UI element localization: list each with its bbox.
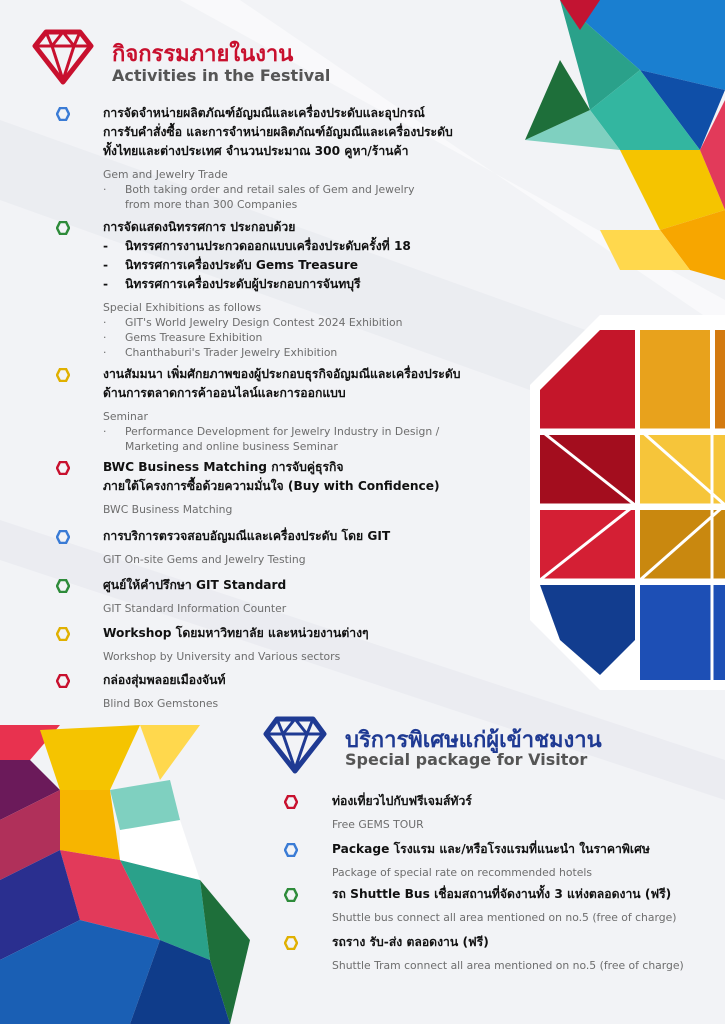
hexagon-bullet-icon — [56, 107, 70, 121]
list-item — [284, 933, 714, 973]
diamond-red-icon — [32, 28, 94, 86]
special-item-th: รถราง รับ-ส่ง ตลอดงาน (ฟรี) — [332, 935, 489, 949]
item-en-sub: · Both taking order and retail sales of Gem and Jewelry — [103, 183, 415, 196]
item-th-line: Workshop โดยมหาวิทยาลัย และหน่วยงานต่างๆ — [103, 626, 369, 640]
bullet-dot: · — [103, 331, 107, 344]
item-th-line: ศูนย์ให้คำปรึกษา GIT Standard — [103, 578, 287, 592]
item-th-line: ด้านการตลาดการค้าออนไลน์และการออกแบบ — [103, 386, 346, 400]
list-item — [284, 840, 714, 880]
item-en-sub: Marketing and online business Seminar — [125, 440, 338, 453]
list-item — [56, 671, 526, 711]
item-th-line: การบริการตรวจสอบอัญมณีและเครื่องประดับ โดย GIT — [103, 529, 391, 543]
item-en-sub: · GIT's World Jewelry Design Contest 2024 Exhibition — [103, 316, 403, 329]
list-item — [56, 365, 526, 454]
hexagon-bullet-icon — [56, 368, 70, 382]
item-en-title: Gem and Jewelry Trade — [103, 168, 228, 181]
item-en-sub: · Chanthaburi's Trader Jewelry Exhibition — [103, 346, 338, 359]
item-en-sub: · Performance Development for Jewelry Industry in Design / — [103, 425, 440, 438]
special-item-en: Package of special rate on recommended hotels — [332, 866, 593, 879]
item-en-title: BWC Business Matching — [103, 503, 233, 516]
special-title-th: บริการพิเศษแก่ผู้เข้าชมงาน — [345, 728, 602, 753]
bullet-dot: · — [103, 346, 107, 359]
list-item — [56, 576, 526, 616]
special-item-en: Shuttle Tram connect all area mentioned on no.5 (free of charge) — [332, 959, 684, 972]
item-th-line: BWC Business Matching การจับคู่ธุรกิจ — [103, 460, 344, 474]
item-th-line: การรับคำสั่งซื้อ และการจำหน่ายผลิตภัณฑ์อัญมณีและเครื่องประดับ — [103, 125, 453, 139]
hexagon-bullet-icon — [56, 530, 70, 544]
item-th-line: การจัดแสดงนิทรรศการ ประกอบด้วย — [103, 220, 296, 234]
special-item-en: Shuttle bus connect all area mentioned on no.5 (free of charge) — [332, 911, 677, 924]
list-item — [56, 218, 526, 360]
list-item — [56, 458, 526, 517]
hexagon-bullet-icon — [284, 843, 298, 857]
hexagon-bullet-icon — [56, 221, 70, 235]
dash-marker: - — [103, 277, 109, 291]
list-item — [56, 624, 526, 664]
page-title-en: Activities in the Festival — [112, 66, 331, 85]
item-th-line: กล่องสุ่มพลอยเมืองจันท์ — [103, 673, 226, 687]
dash-marker: - — [103, 239, 109, 253]
item-th-sub: - นิทรรศการเครื่องประดับผู้ประกอบการจันทบุรี — [103, 275, 526, 294]
list-item — [56, 527, 526, 567]
item-th-line: งานสัมมนา เพิ่มศักยภาพของผู้ประกอบธุรกิจอัญมณีและเครื่องประดับ — [103, 367, 461, 381]
item-en-title: GIT On-site Gems and Jewelry Testing — [103, 553, 306, 566]
item-th-line: ทั้งไทยและต่างประเทศ จำนวนประมาณ 300 คูหา/ร้านค้า — [103, 144, 409, 158]
hexagon-bullet-icon — [284, 888, 298, 902]
hexagon-bullet-icon — [56, 461, 70, 475]
page-title-th: กิจกรรมภายในงาน — [112, 42, 294, 67]
item-en-title: Special Exhibitions as follows — [103, 301, 262, 314]
bullet-dot: · — [103, 316, 107, 329]
dash-marker: - — [103, 258, 109, 272]
item-en-title: Workshop by University and Various sectors — [103, 650, 341, 663]
list-item — [284, 792, 714, 832]
hexagon-bullet-icon — [56, 627, 70, 641]
special-item-th: Package โรงแรม และ/หรือโรงแรมที่แนะนำ ในราคาพิเศษ — [332, 842, 650, 856]
diamond-navy-icon — [262, 715, 328, 775]
list-item — [56, 104, 526, 212]
item-en-title: Seminar — [103, 410, 148, 423]
hexagon-bullet-icon — [56, 674, 70, 688]
item-th-sub: - นิทรรศการเครื่องประดับ Gems Treasure — [103, 256, 526, 275]
special-title-en: Special package for Visitor — [345, 750, 588, 769]
list-item — [284, 885, 714, 925]
item-en-title: GIT Standard Information Counter — [103, 602, 287, 615]
item-th-line: ภายใต้โครงการซื้อด้วยความมั่นใจ (Buy with Confidence) — [103, 479, 440, 493]
item-en-title: Blind Box Gemstones — [103, 697, 219, 710]
bullet-dot: · — [103, 425, 107, 438]
item-th-line: การจัดจำหน่ายผลิตภัณฑ์อัญมณีและเครื่องประดับและอุปกรณ์ — [103, 106, 425, 120]
bullet-dot: · — [103, 183, 107, 196]
hexagon-bullet-icon — [284, 936, 298, 950]
hexagon-bullet-icon — [56, 579, 70, 593]
special-item-en: Free GEMS TOUR — [332, 818, 424, 831]
special-item-th: รถ Shuttle Bus เชื่อมสถานที่จัดงานทั้ง 3 แห่งตลอดงาน (ฟรี) — [332, 887, 672, 901]
special-item-th: ท่องเที่ยวไปกับฟรีเจมส์ทัวร์ — [332, 794, 472, 808]
hexagon-bullet-icon — [284, 795, 298, 809]
item-th-sub: - นิทรรศการงานประกวดออกแบบเครื่องประดับครั้งที่ 18 — [103, 237, 526, 256]
item-en-sub: from more than 300 Companies — [125, 198, 298, 211]
item-en-sub: · Gems Treasure Exhibition — [103, 331, 263, 344]
